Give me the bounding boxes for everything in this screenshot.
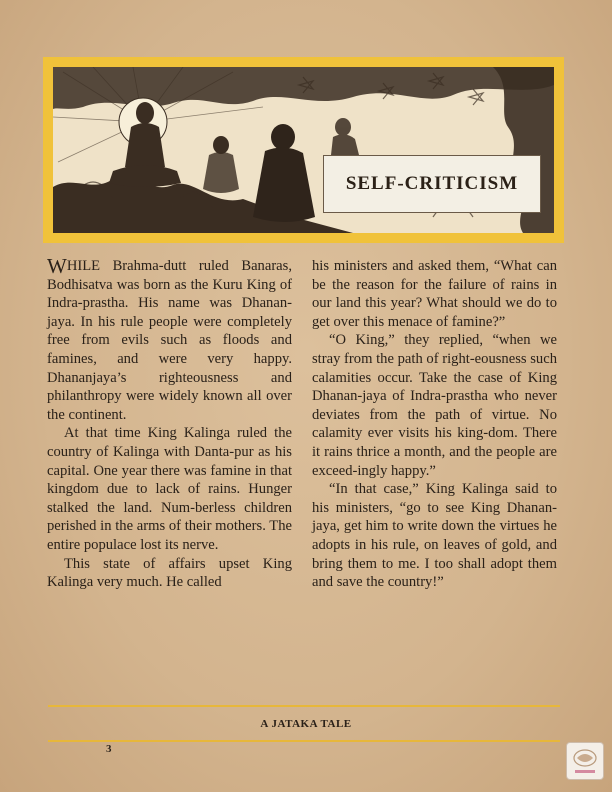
paragraph-3: This state of affairs upset King Kalinga very much. He called [47, 555, 292, 591]
paragraph-5: “O King,” they replied, “when we stray from the path of right-eousness such calamities occur. Take the case of King Dhanan-jaya of Indra-prastha who never deviates from the path of virtue. No calamity ever visits his king-dom. There it rains thrice a month, and the people are exceed-ingly happy.” [312, 332, 557, 479]
footer-rule-bottom [48, 740, 560, 742]
paragraph-2: At that time King Kalinga ruled the country of Kalinga with Danta-pur as his capital. One year there was famine in that kingdom due to lack of rains. Hunger stalked the land. Num-berless children perished in the arms of their mothers. The entire populace lost its nerve. [47, 425, 292, 553]
footer-title: A JATAKA TALE [260, 718, 352, 730]
footer-rule-top [48, 705, 560, 707]
story-title: SELF-CRITICISM [345, 173, 519, 194]
publisher-logo-icon [566, 742, 604, 780]
title-box [323, 155, 541, 213]
paragraph-1-text: HILE Brahma-dutt ruled Banaras, Bodhisatva was born as the Kuru King of Indra-prastha. His name was Dhanan-jaya. In his rule people were completely free from evils such as floods and famines, and were very happy. Dhananjaya’s righteousness and philanthropy were widely known all over the continent. [47, 258, 292, 423]
left-column [47, 254, 292, 592]
header-frame [43, 57, 564, 243]
drop-cap: W [47, 254, 67, 278]
page-number: 3 [106, 743, 112, 755]
right-column [312, 257, 557, 592]
paragraph-6: “In that case,” King Kalinga said to his ministers, “go to see King Dhanan-jaya, get him to write down the virtues he adopts in his rule, on leaves of gold, and bring them to me. I too shall adopt them and save the country!” [312, 481, 557, 591]
story-illustration [53, 67, 554, 233]
paragraph-1 [47, 254, 292, 424]
paragraph-4: his ministers and asked them, “What can be the reason for the failure of rains in our land this year? What should we do to get over this menace of famine?” [312, 258, 557, 330]
